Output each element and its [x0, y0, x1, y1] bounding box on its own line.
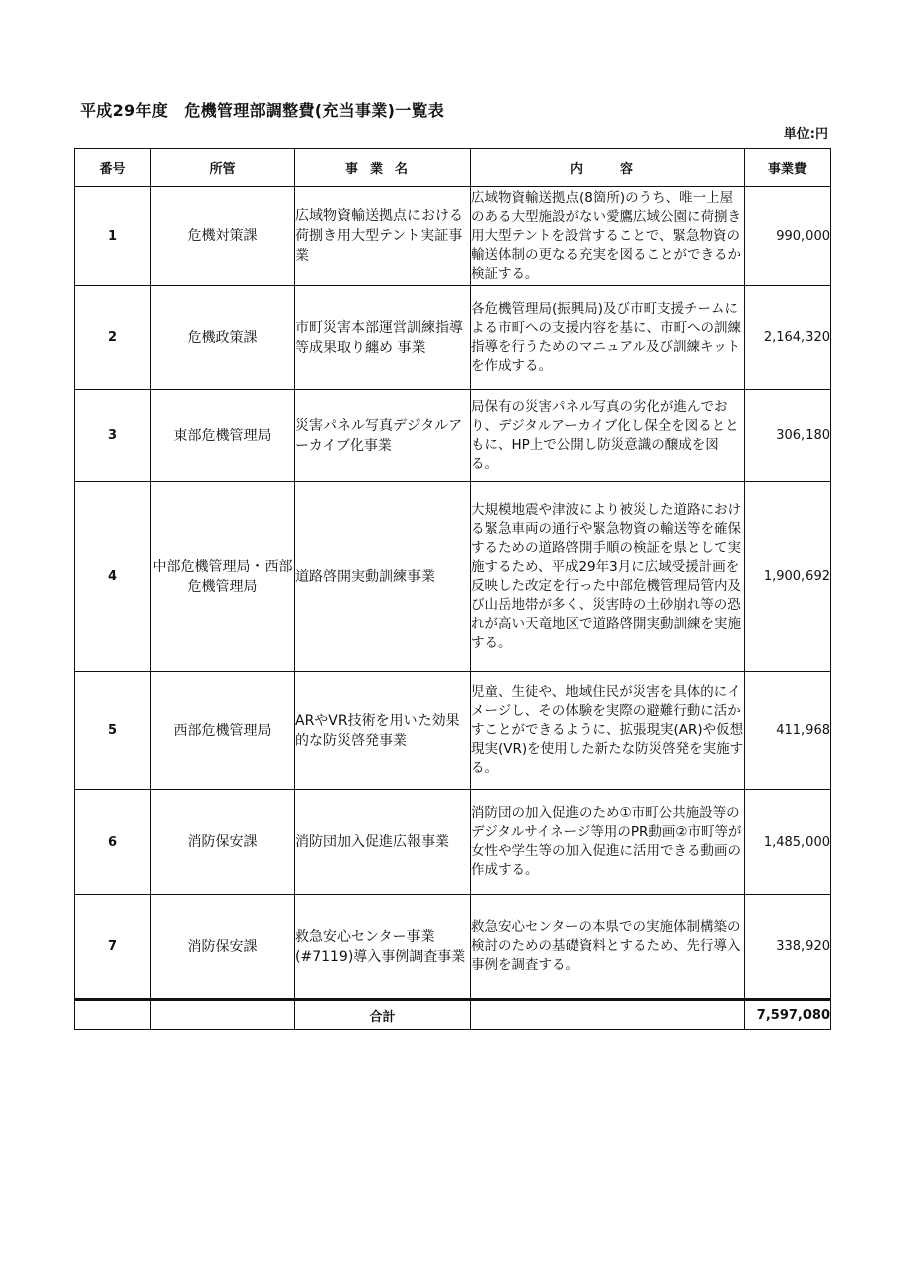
header-no: 番号 — [75, 149, 151, 187]
cell-no: 6 — [75, 790, 151, 895]
cell-no: 7 — [75, 895, 151, 1000]
cell-name: 消防団加入促進広報事業 — [295, 790, 471, 895]
cell-no: 3 — [75, 390, 151, 482]
cell-cost: 1,900,692 — [745, 482, 831, 672]
total-empty-cell — [75, 1000, 151, 1030]
total-label: 合計 — [295, 1000, 471, 1030]
table-row — [75, 482, 831, 672]
cell-dept: 危機対策課 — [151, 187, 295, 286]
cell-dept: 危機政策課 — [151, 286, 295, 390]
project-table — [74, 148, 831, 1030]
unit-label: 単位:円 — [783, 127, 828, 142]
header-desc: 内 容 — [471, 149, 745, 187]
cell-cost: 990,000 — [745, 187, 831, 286]
table-row — [75, 790, 831, 895]
cell-desc: 消防団の加入促進のため①市町公共施設等のデジタルサイネージ等用のPR動画②市町等が女性や学生等の加入促進に活用できる動画の作成する。 — [471, 790, 745, 895]
table-row — [75, 187, 831, 286]
cell-cost: 1,485,000 — [745, 790, 831, 895]
cell-cost: 306,180 — [745, 390, 831, 482]
cell-cost: 338,920 — [745, 895, 831, 1000]
cell-dept: 中部危機管理局・西部危機管理局 — [151, 482, 295, 672]
table-header-row — [75, 149, 831, 187]
cell-no: 1 — [75, 187, 151, 286]
total-row — [75, 1000, 831, 1030]
cell-name: ARやVR技術を用いた効果的な防災啓発事業 — [295, 672, 471, 790]
page-title: 平成29年度 危機管理部調整費(充当事業)一覧表 — [80, 101, 445, 120]
cell-desc: 大規模地震や津波により被災した道路における緊急車両の通行や緊急物資の輸送等を確保するための道路啓開手順の検証を県として実施するため、平成29年3月に広域受援計画を反映した改定を行った中部危機管理局管内及び山岳地帯が多く、災害時の土砂崩れ等の恐れが高い天竜地区で道路啓開実動訓練を実施する。 — [471, 482, 745, 672]
cell-desc: 各危機管理局(振興局)及び市町支援チームによる市町への支援内容を基に、市町への訓練指導を行うためのマニュアル及び訓練キットを作成する。 — [471, 286, 745, 390]
cell-name: 救急安心センター事業(#7119)導入事例調査事業 — [295, 895, 471, 1000]
cell-desc: 広域物資輸送拠点(8箇所)のうち、唯一上屋のある大型施設がない愛鷹広域公園に荷捌き用大型テントを設営することで、緊急物資の輸送体制の更なる充実を図ることができるか検証する。 — [471, 187, 745, 286]
cell-dept: 東部危機管理局 — [151, 390, 295, 482]
cell-name: 広域物資輸送拠点における荷捌き用大型テント実証事業 — [295, 187, 471, 286]
cell-desc: 救急安心センターの本県での実施体制構築の検討のための基礎資料とするため、先行導入事例を調査する。 — [471, 895, 745, 1000]
cell-cost: 2,164,320 — [745, 286, 831, 390]
cell-desc: 局保有の災害パネル写真の劣化が進んでおり、デジタルアーカイブ化し保全を図るとともに、HP上で公開し防災意識の醸成を図る。 — [471, 390, 745, 482]
cell-no: 5 — [75, 672, 151, 790]
cell-name: 道路啓開実動訓練事業 — [295, 482, 471, 672]
total-empty-cell — [151, 1000, 295, 1030]
cell-dept: 消防保安課 — [151, 790, 295, 895]
header-cost: 事業費 — [745, 149, 831, 187]
cell-dept: 西部危機管理局 — [151, 672, 295, 790]
cell-name: 災害パネル写真デジタルアーカイブ化事業 — [295, 390, 471, 482]
cell-cost: 411,968 — [745, 672, 831, 790]
header-dept: 所管 — [151, 149, 295, 187]
total-value: 7,597,080 — [745, 1000, 831, 1030]
table-row — [75, 286, 831, 390]
cell-no: 4 — [75, 482, 151, 672]
cell-desc: 児童、生徒や、地域住民が災害を具体的にイメージし、その体験を実際の避難行動に活かすことができるように、拡張現実(AR)や仮想現実(VR)を使用した新たな防災啓発を実施する。 — [471, 672, 745, 790]
table-row — [75, 895, 831, 1000]
table-row — [75, 672, 831, 790]
table-row — [75, 390, 831, 482]
cell-dept: 消防保安課 — [151, 895, 295, 1000]
header-name: 事業名 — [295, 149, 471, 187]
total-empty-cell — [471, 1000, 745, 1030]
cell-name: 市町災害本部運営訓練指導等成果取り纏め 事業 — [295, 286, 471, 390]
cell-no: 2 — [75, 286, 151, 390]
